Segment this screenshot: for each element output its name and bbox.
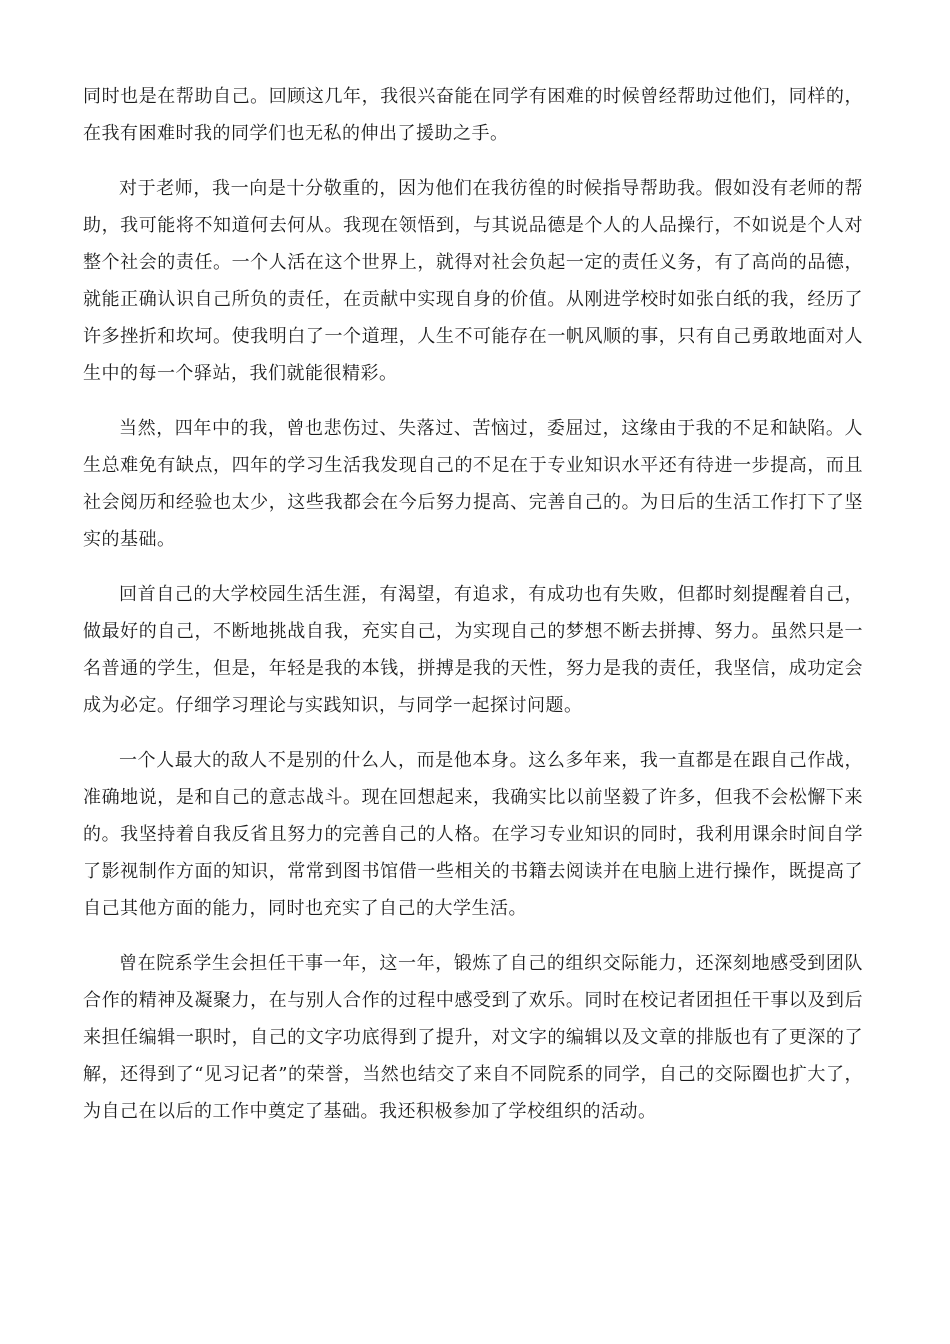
paragraph: 一个人最大的敌人不是别的什么人，而是他本身。这么多年来，我一直都是在跟自己作战，准确地说，是和自己的意志战斗。现在回想起来，我确实比以前坚毅了许多，但我不会松懈下来的。我坚持着自我反省且努力的完善自己的人格。在学习专业知识的同时，我利用课余时间自学了影视制作方面的知识，常常到图书馆借一些相关的书籍去阅读并在电脑上进行操作，既提高了自己其他方面的能力，同时也充实了自己的大学生活。 bbox=[83, 750, 863, 919]
paragraph: 同时也是在帮助自己。回顾这几年，我很兴奋能在同学有困难的时候曾经帮助过他们，同样的，在我有困难时我的同学们也无私的伸出了援助之手。 bbox=[83, 86, 863, 144]
paragraph: 当然，四年中的我，曾也悲伤过、失落过、苦恼过，委屈过，这缘由于我的不足和缺陷。人生总难免有缺点，四年的学习生活我发现自己的不足在于专业知识水平还有待进一步提高，而且社会阅历和经验也太少，这些我都会在今后努力提高、完善自己的。为日后的生活工作打下了坚实的基础。 bbox=[83, 418, 863, 550]
paragraph: 对于老师，我一向是十分敬重的，因为他们在我彷徨的时候指导帮助我。假如没有老师的帮助，我可能将不知道何去何从。我现在领悟到，与其说品德是个人的人品操行，不如说是个人对整个社会的责任。一个人活在这个世界上，就得对社会负起一定的责任义务，有了高尚的品德，就能正确认识自己所负的责任，在贡献中实现自身的价值。从刚进学校时如张白纸的我，经历了许多挫折和坎坷。使我明白了一个道理，人生不可能存在一帆风顺的事，只有自己勇敢地面对人生中的每一个驿站，我们就能很精彩。 bbox=[83, 178, 863, 384]
paragraph: 曾在院系学生会担任干事一年，这一年，锻炼了自己的组织交际能力，还深刻地感受到团队合作的精神及凝聚力，在与别人合作的过程中感受到了欢乐。同时在校记者团担任干事以及到后来担任编辑一职时，自己的文字功底得到了提升，对文字的编辑以及文章的排版也有了更深的了解，还得到了“见习记者”的荣誉，当然也结交了来自不同院系的同学，自己的交际圈也扩大了，为自己在以后的工作中奠定了基础。我还积极参加了学校组织的活动。 bbox=[83, 953, 863, 1122]
paragraph: 回首自己的大学校园生活生涯，有渴望，有追求，有成功也有失败，但都时刻提醒着自己，做最好的自己，不断地挑战自我，充实自己，为实现自己的梦想不断去拼搏、努力。虽然只是一名普通的学生，但是，年轻是我的本钱，拼搏是我的天性，努力是我的责任，我坚信，成功定会成为必定。仔细学习理论与实践知识，与同学一起探讨问题。 bbox=[83, 584, 863, 716]
document-body bbox=[83, 78, 863, 1148]
